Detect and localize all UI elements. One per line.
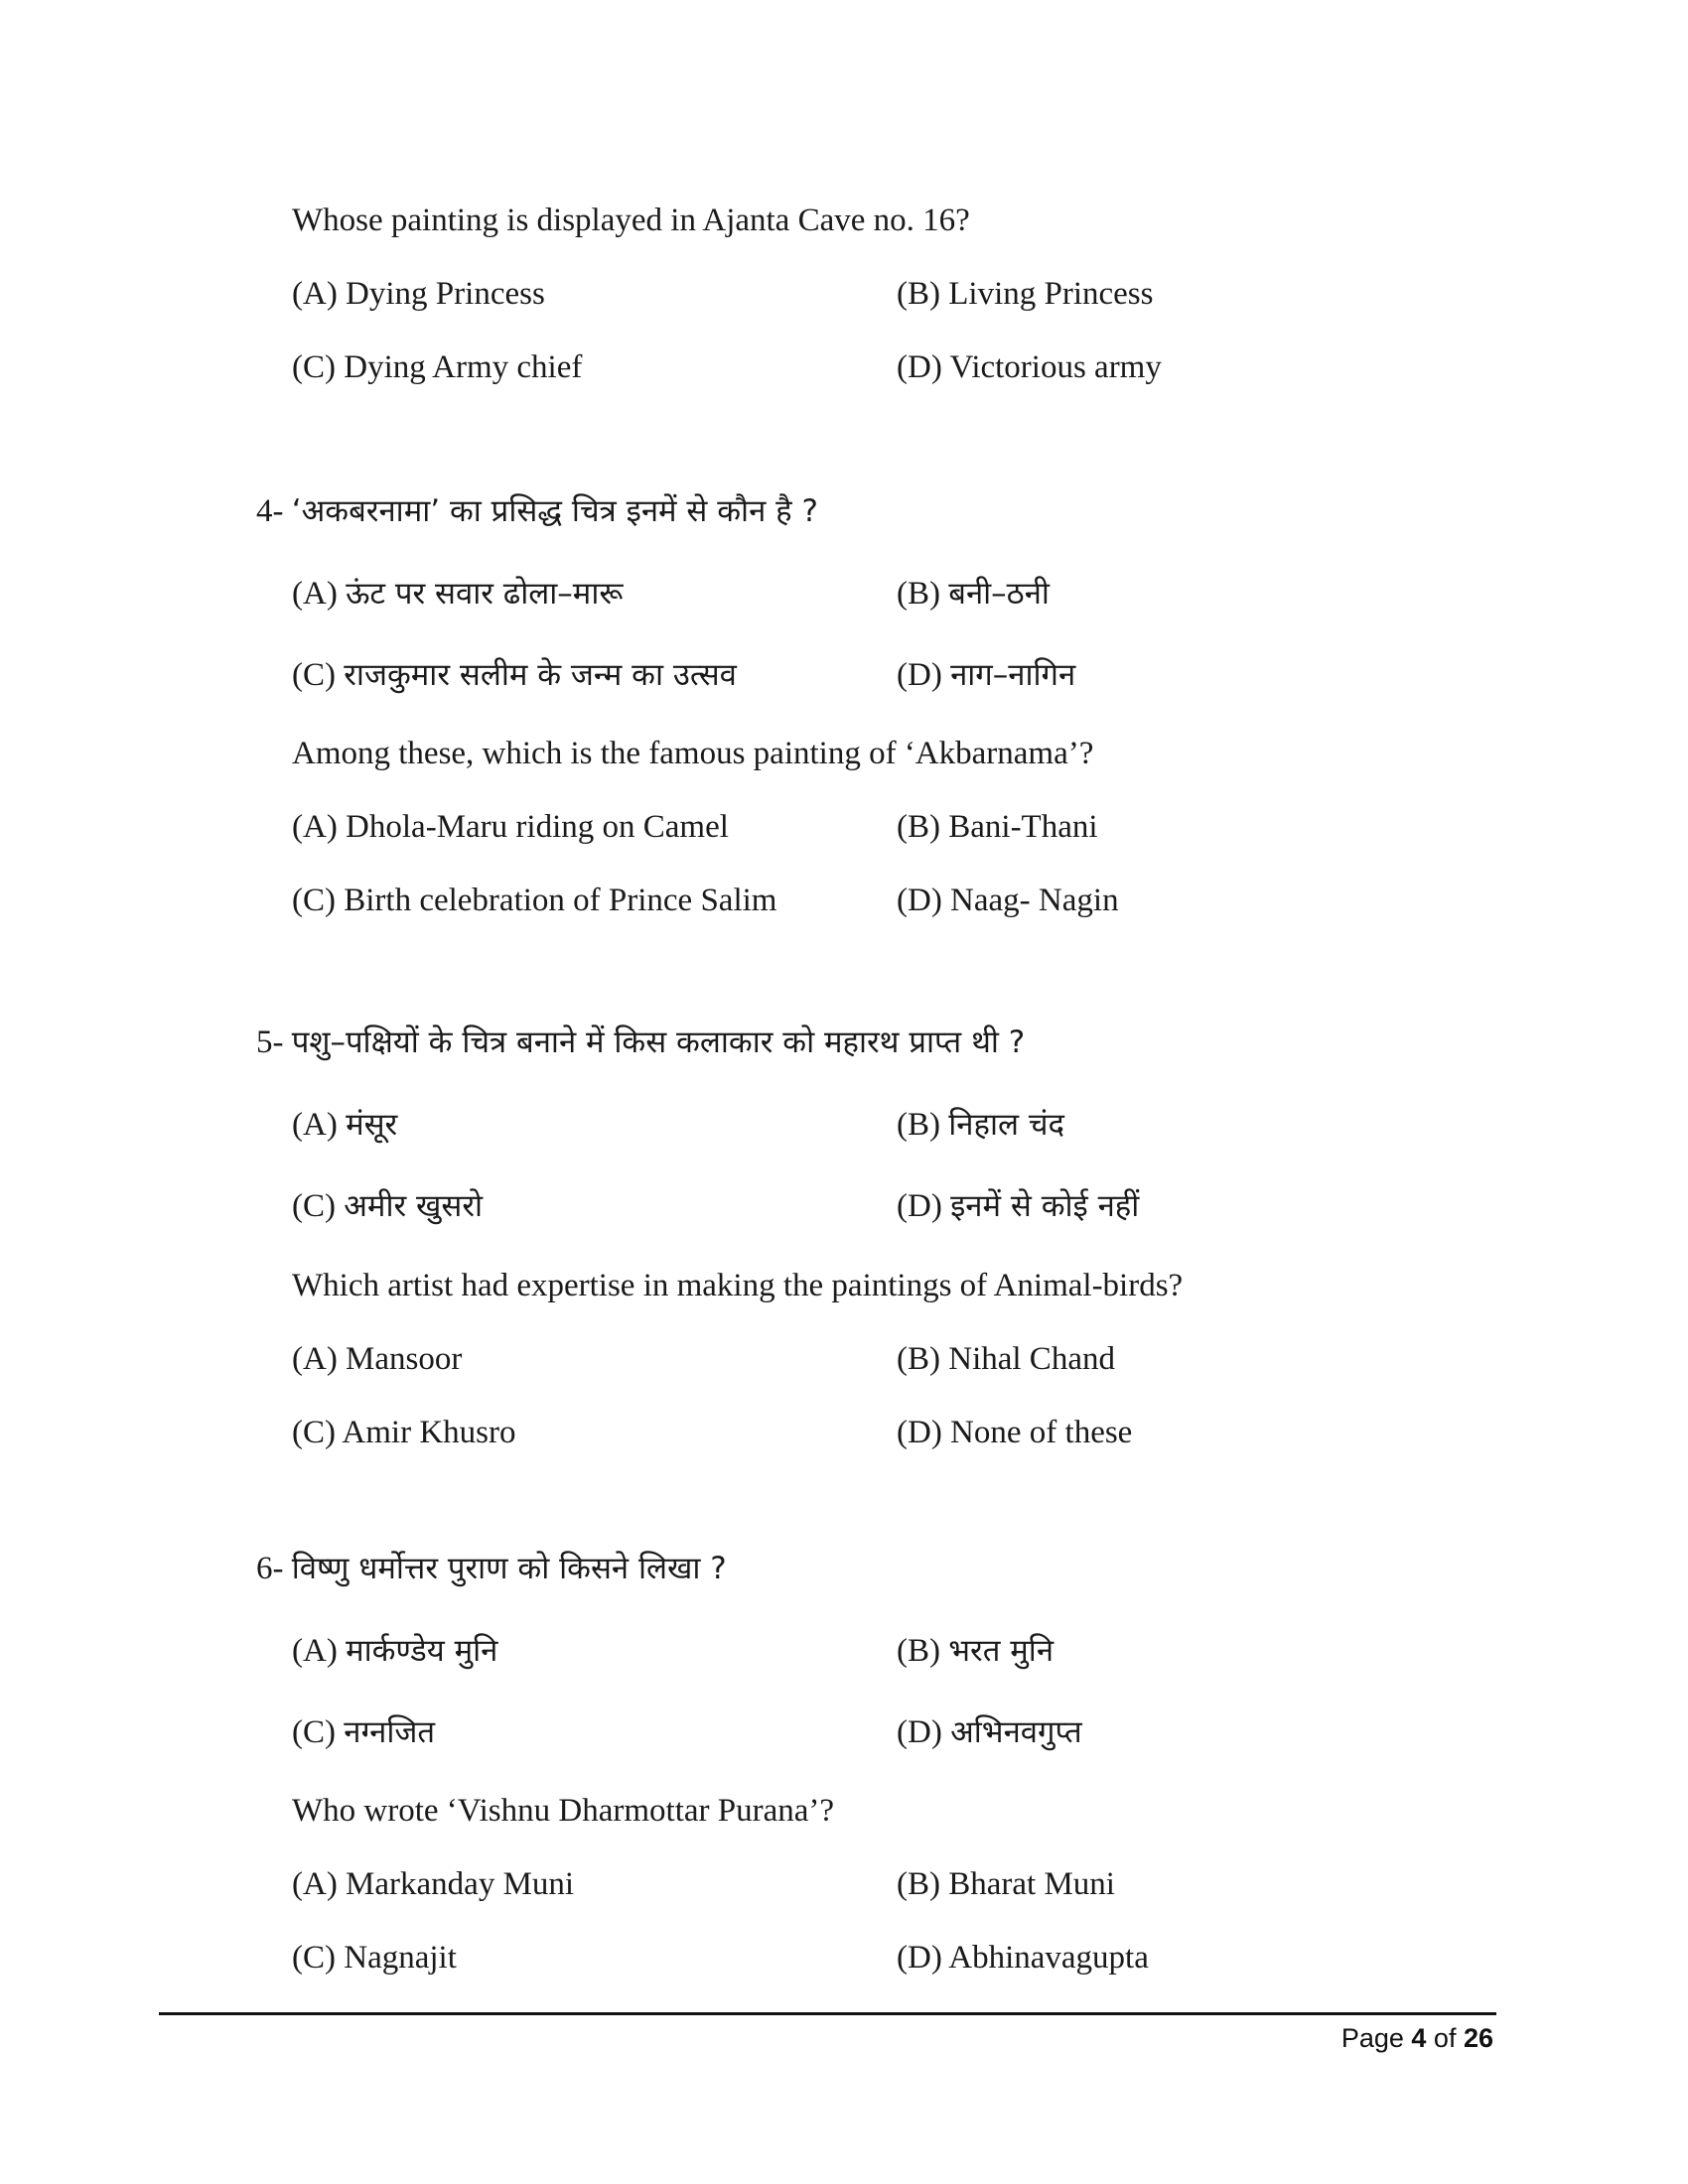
- q5-hindi-option-b: (B) निहाल चंद: [897, 1107, 1064, 1143]
- q4-english-option-b: (B) Bani-Thani: [897, 809, 1098, 845]
- q6-english-option-d: (D) Abhinavagupta: [897, 1940, 1149, 1976]
- q4-hindi-option-a: (A) ऊंट पर सवार ढोला–मारू: [292, 576, 624, 612]
- q5-hindi-option-c: (C) अमीर खुसरो: [292, 1188, 484, 1224]
- q3-english-option-a: (A) Dying Princess: [292, 276, 545, 312]
- q4-english-question: Among these, which is the famous painting of ‘Akbarnama’?: [292, 736, 1094, 771]
- q3-english-question: Whose painting is displayed in Ajanta Cave no. 16?: [292, 203, 970, 238]
- q3-english-option-c: (C) Dying Army chief: [292, 349, 583, 385]
- q4-hindi-question: [256, 491, 818, 531]
- q5-english-question: Which artist had expertise in making the paintings of Animal-birds?: [292, 1268, 1184, 1303]
- q4-english-option-d: (D) Naag- Nagin: [897, 883, 1119, 918]
- q4-hindi-option-c: (C) राजकुमार सलीम के जन्म का उत्सव: [292, 657, 737, 693]
- q5-english-option-c: (C) Amir Khusro: [292, 1415, 516, 1450]
- q6-hindi-stem: विष्णु धर्मोत्तर पुराण को किसने लिखा ?: [291, 1551, 727, 1586]
- q6-hindi-option-c: (C) नग्नजित: [292, 1714, 436, 1750]
- q4-hindi-option-d: (D) नाग–नागिन: [897, 657, 1076, 693]
- q5-hindi-stem: पशु–पक्षियों के चित्र बनाने में किस कलाकार को महारथ प्राप्त थी ?: [291, 1024, 1026, 1060]
- q5-hindi-option-d: (D) इनमें से कोई नहीं: [897, 1188, 1140, 1224]
- q6-english-option-a: (A) Markanday Muni: [292, 1866, 575, 1902]
- q3-english-option-b: (B) Living Princess: [897, 276, 1154, 312]
- q5-english-option-a: (A) Mansoor: [292, 1341, 463, 1377]
- current-page: 4: [1411, 2023, 1427, 2053]
- page-number: Page 4 of 26: [1340, 2023, 1493, 2053]
- q5-hindi-question: [256, 1023, 1025, 1062]
- total-pages: 26: [1463, 2023, 1493, 2053]
- q5-hindi-option-a: (A) मंसूर: [292, 1107, 398, 1143]
- q6-hindi-question: [256, 1549, 727, 1588]
- q4-english-option-a: (A) Dhola-Maru riding on Camel: [292, 809, 729, 845]
- q4-english-option-c: (C) Birth celebration of Prince Salim: [292, 883, 777, 918]
- q5-english-option-b: (B) Nihal Chand: [897, 1341, 1115, 1377]
- q5-number: 5-: [256, 1024, 284, 1060]
- q5-english-option-d: (D) None of these: [897, 1415, 1133, 1450]
- q6-english-option-c: (C) Nagnajit: [292, 1940, 457, 1976]
- q6-hindi-option-b: (B) भरत मुनि: [897, 1633, 1055, 1669]
- q6-english-question: Who wrote ‘Vishnu Dharmottar Purana’?: [292, 1793, 835, 1829]
- q6-english-option-b: (B) Bharat Muni: [897, 1866, 1115, 1902]
- q4-hindi-stem: ‘अकबरनामा’ का प्रसिद्ध चित्र इनमें से कौन है ?: [291, 493, 818, 529]
- q4-number: 4-: [256, 493, 284, 529]
- q4-hindi-option-b: (B) बनी–ठनी: [897, 576, 1050, 612]
- footer-divider: [159, 2012, 1496, 2015]
- q6-number: 6-: [256, 1551, 284, 1586]
- q6-hindi-option-d: (D) अभिनवगुप्त: [897, 1714, 1082, 1750]
- q6-hindi-option-a: (A) मार्कण्डेय मुनि: [292, 1633, 498, 1669]
- q3-english-option-d: (D) Victorious army: [897, 349, 1162, 385]
